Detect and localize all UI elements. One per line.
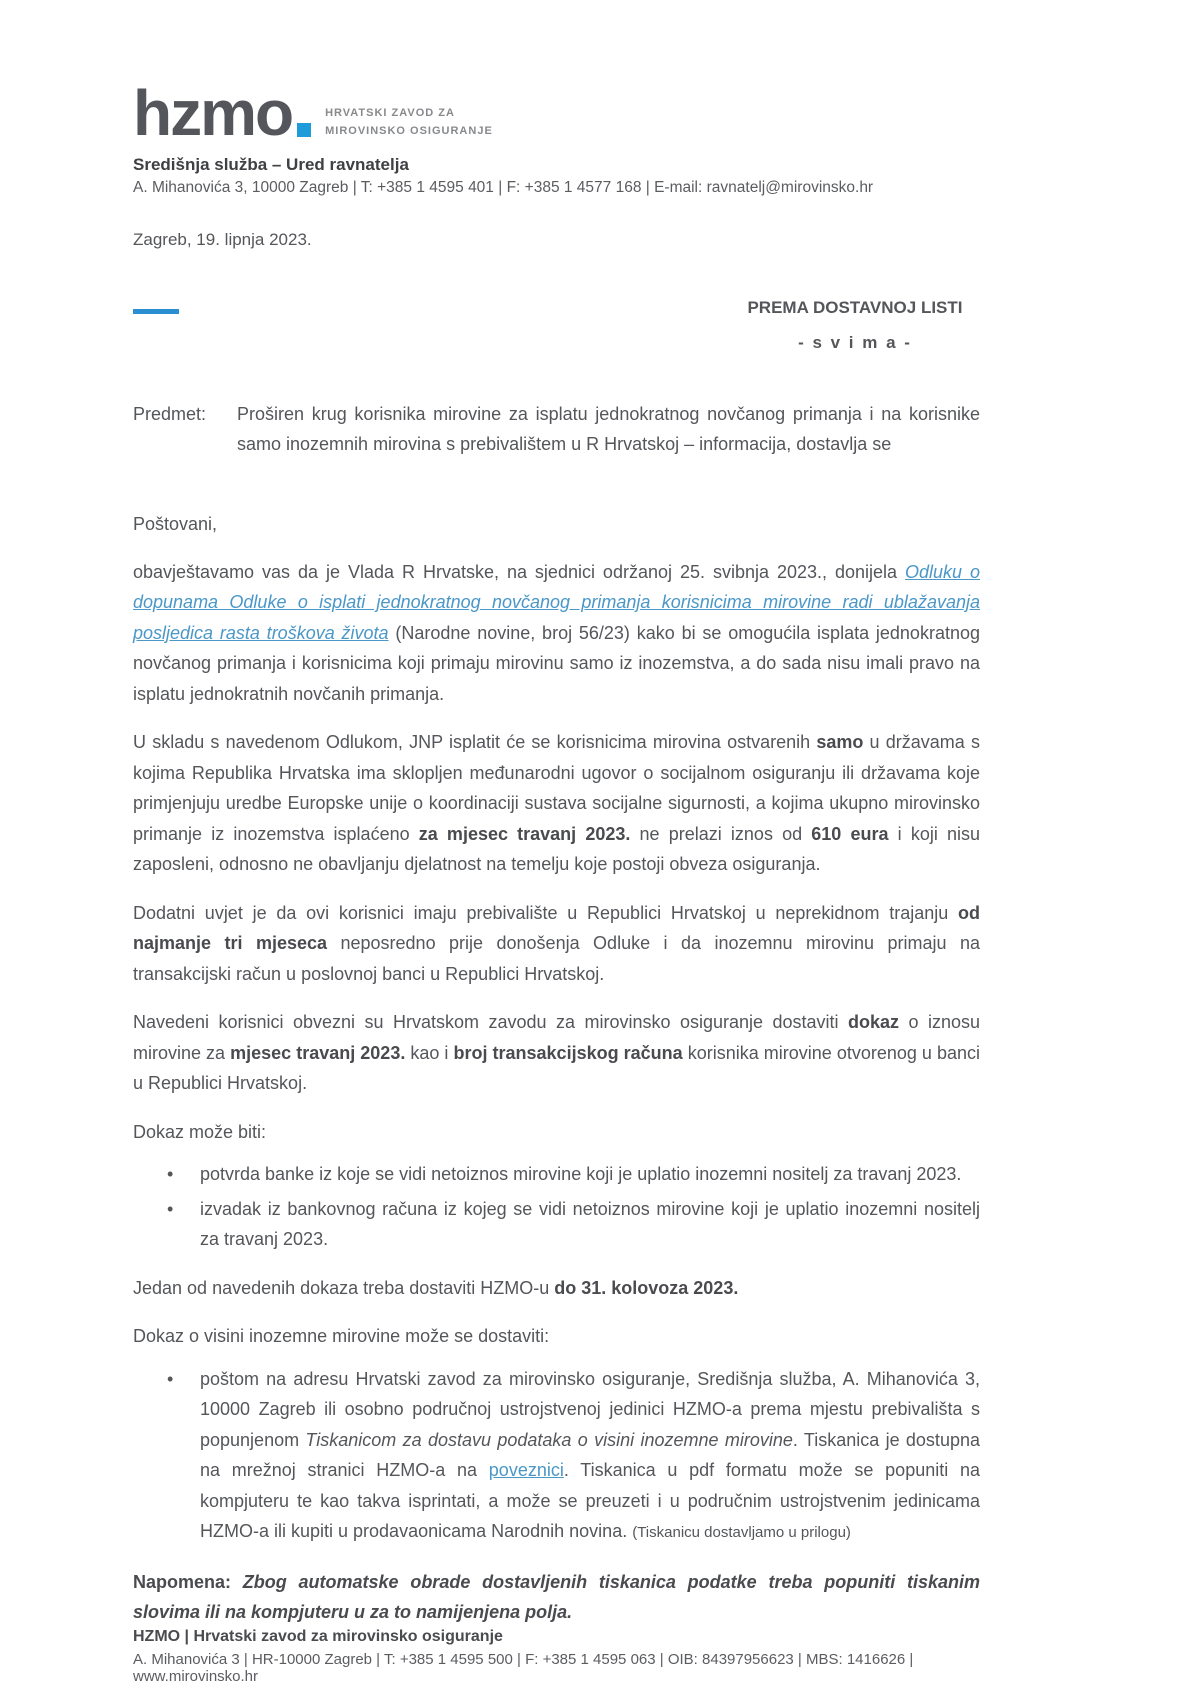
text-run: do 31. kolovoza 2023. [554, 1277, 739, 1298]
paragraph [133, 1117, 980, 1148]
text-run: Dokaz može biti: [133, 1121, 267, 1142]
text-run: samo [816, 732, 864, 753]
text-run: za mjesec travanj 2023. [418, 823, 631, 844]
text-run: neposredno prije donošenja Odluke i da inozemnu mirovinu primaju na transakcijski račun u poslovnoj banci u Republici Hrvatskoj. [133, 933, 981, 984]
text-run: izvadak iz bankovnog računa iz kojeg se vidi netoiznos mirovine koji je uplatio inozemni nositelj za travanj 2023. [200, 1198, 980, 1250]
paragraph [133, 1321, 980, 1352]
header-contact-line: A. Mihanovića 3, 10000 Zagreb | T: +385 1 4595 401 | F: +385 1 4577 168 | E-mail: ravnatelj@mirovinsko.hr [133, 178, 874, 196]
text-run: mjesec travanj 2023. [230, 1042, 406, 1063]
text-run: potvrda banke iz koje se vidi netoiznos mirovine koji je uplatio inozemni nositelj za travanj 2023. [200, 1164, 962, 1185]
text-run: Navedeni korisnici obvezni su Hrvatskom zavodu za mirovinsko osiguranje dostaviti [133, 1012, 848, 1033]
recipient-line2: - s v i m a - [798, 332, 912, 352]
footer [133, 1628, 980, 1685]
text-run: Zbog automatske obrade dostavljenih tiskanica podatke treba popuniti tiskanim slovima ili na kompjuteru u za to namijenjena polja. [133, 1571, 980, 1623]
footer-contact-line: A. Mihanovića 3 | HR-10000 Zagreb | T: +385 1 4595 500 | F: +385 1 4595 063 | OIB: 84397956623 | MBS: 1416626 | www.mirovinsko.hr [133, 1650, 914, 1685]
text-run: (Narodne novine, broj 56/23) kako bi se omogućila isplata jednokratnog novčanog primanja i korisnicima koji primaju mirovinu samo iz inozemstva, a do sada nisu imali pravo na isplatu jednokratnih novčanih primanja. [133, 622, 980, 704]
list-item [200, 1364, 980, 1549]
text-run: Napomena: [133, 1571, 243, 1592]
text-run: od najmanje tri mjeseca [133, 902, 980, 954]
paragraph [133, 1273, 980, 1304]
text-run: Jedan od navedenih dokaza treba dostaviti HZMO-u [133, 1277, 555, 1298]
logo-tagline-line1: HRVATSKI ZAVOD ZA [325, 107, 455, 120]
recipient-block [730, 298, 980, 353]
text-run: ne prelazi iznos od [630, 823, 812, 844]
text-run: obavještavamo vas da je Vlada R Hrvatske, na sjednici održanoj 25. svibnja 2023., donijela [133, 561, 905, 582]
text-run: . Tiskanica je dostupna na mrežnoj stranici HZMO-a na [200, 1429, 980, 1481]
list-item [200, 1159, 980, 1190]
hzmo-wordmark: hzmo [133, 77, 293, 149]
place-and-date: Zagreb, 19. lipnja 2023. [133, 229, 312, 249]
salutation: Poštovani, [133, 513, 218, 534]
bullet-list [133, 1159, 980, 1255]
paragraph [133, 898, 980, 990]
dispatch-row [133, 298, 980, 353]
bullet-list [133, 1364, 980, 1549]
form-link[interactable]: poveznici [488, 1460, 564, 1481]
text-run: Tiskanicom za dostavu podataka o visini inozemne mirovine [305, 1429, 793, 1450]
text-run: o iznosu mirovine za [133, 1012, 980, 1063]
logo-tagline-line2: MIROVINSKO OSIGURANJE [325, 125, 493, 137]
logo-dot-square-icon [297, 123, 311, 137]
text-run: Dokaz o visini inozemne mirovine može se dostaviti: [133, 1326, 550, 1347]
text-run: u državama s kojima Republika Hrvatska ima sklopljen međunarodni ugovor o socijalnom osiguranju ili državama koje primjenjuju uredbe Europske unije o koordinaciji sustava socijalne sigurnosti, a kojima ukupno mirovinsko primanje iz inozemstva isplaćeno [133, 732, 980, 844]
text-run: korisnika mirovine otvorenog u banci u Republici Hrvatskoj. [133, 1042, 981, 1094]
text-run: U skladu s navedenom Odlukom, JNP isplatit će se korisnicima mirovina ostvarenih [133, 732, 817, 753]
text-run: Dodatni uvjet je da ovi korisnici imaju prebivalište u Republici Hrvatskoj u neprekidnom trajanju [133, 902, 958, 923]
logo-tagline [325, 105, 493, 140]
footer-org-line: HZMO | Hrvatski zavod za mirovinsko osiguranje [133, 1627, 503, 1645]
paragraph [133, 1567, 980, 1628]
hzmo-logo [133, 77, 980, 149]
text-run: broj transakcijskog računa [453, 1042, 683, 1063]
text-run: i koji nisu zaposleni, odnosno ne obavljanju djelatnost na temelju koje postoji obveza osiguranja. [133, 823, 981, 875]
subject-text [237, 399, 980, 459]
paragraph [133, 1007, 980, 1099]
subject-row [133, 399, 980, 459]
text-run: kao i [405, 1042, 454, 1063]
subject-label: Predmet: [133, 403, 207, 424]
department-title: Središnja služba – Ured ravnatelja [133, 154, 409, 174]
text-run: poštom na adresu Hrvatski zavod za mirovinsko osiguranje, Središnja služba, A. Mihanovića 3, 10000 Zagreb ili osobno područnoj ustrojstvenoj jedinici HZMO-a prema mjestu prebivališta s popunjenom [200, 1368, 980, 1450]
list-item [200, 1194, 980, 1255]
paragraph [133, 557, 980, 710]
body-blocks [133, 539, 980, 1628]
text-run: . Tiskanica u pdf formatu može se popuniti na kompjuteru te kao takva isprintati, a može se preuzeti i u područnim ustrojstvenim jedinicama HZMO-a ili kupiti u prodavaonicama Narodnih novina. [200, 1460, 980, 1542]
accent-dash [133, 309, 179, 314]
text-run: 610 eura [811, 823, 889, 844]
text-run: dokaz [848, 1012, 900, 1033]
recipient-line1: PREMA DOSTAVNOJ LISTI [747, 297, 963, 317]
paragraph [133, 727, 980, 880]
decision-link[interactable]: Odluku o dopunama Odluke o isplati jednokratnog novčanog primanja korisnicima mirovine radi ublažavanja posljedica rasta troškova života [133, 561, 980, 643]
text-run: (Tiskanicu dostavljamo u prilogu) [632, 1524, 851, 1542]
text-run: Proširen krug korisnika mirovine za isplatu jednokratnog novčanog primanja i na korisnike samo inozemnih mirovina s prebivalištem u R Hrvatskoj – informacija, dostavlja se [237, 403, 980, 454]
